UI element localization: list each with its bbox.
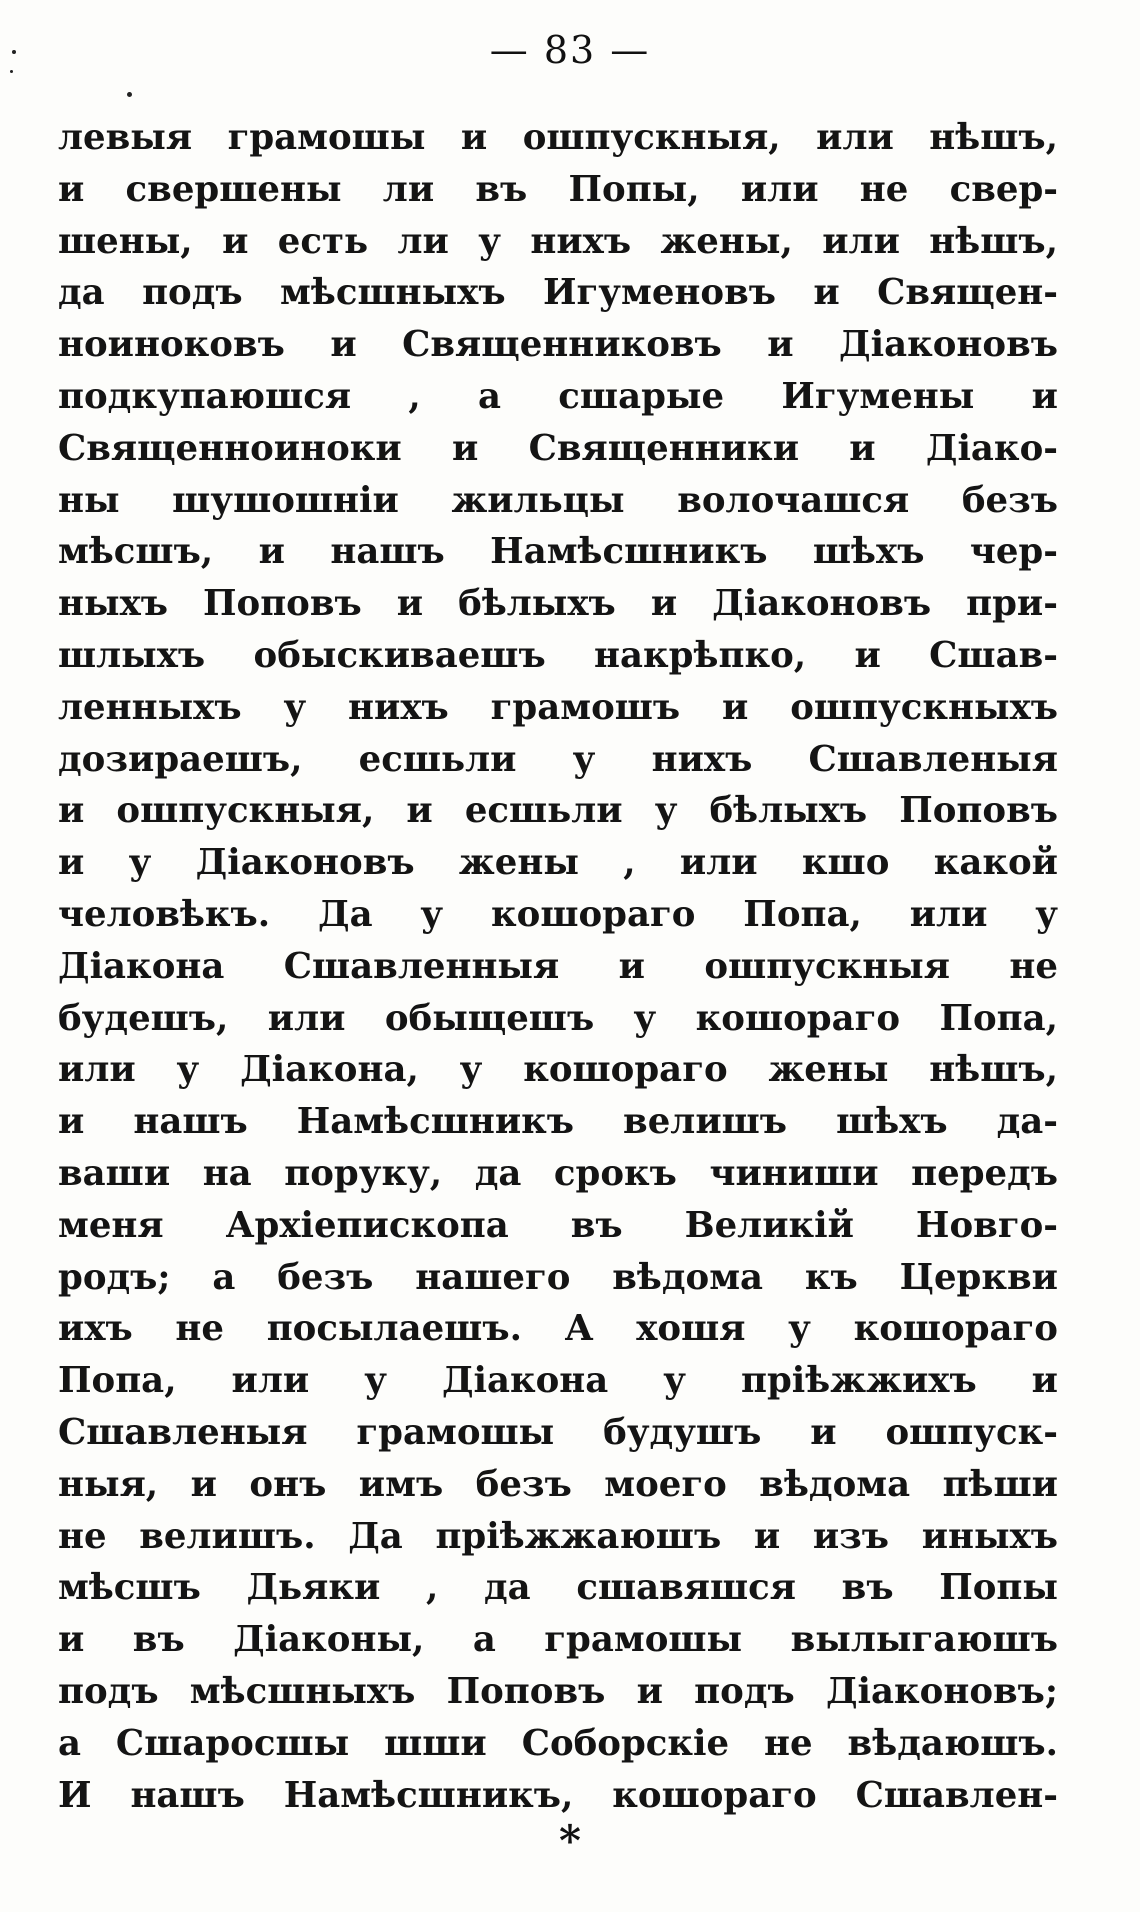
text-line: меня Архіепископа въ Великій Новго- — [58, 1204, 1058, 1246]
text-line: шены, и есть ли у нихъ жены, или нѣшъ, — [58, 220, 1058, 262]
text-line: ихъ не посылаешъ. А хошя у кошораго — [58, 1308, 1058, 1350]
text-line: ленныхъ у нихъ грамошъ и ошпускныхъ — [58, 686, 1058, 728]
print-speck — [10, 70, 13, 73]
text-line: родъ; а безъ нашего вѣдома къ Церкви — [58, 1256, 1058, 1298]
text-line: И нашъ Намѣсшникъ, кошораго Сшавлен- — [58, 1774, 1058, 1816]
text-line: будешъ, или обыщешъ у кошораго Попа, — [58, 997, 1058, 1039]
text-line: и ошпускныя, и есшьли у бѣлыхъ Поповъ — [58, 790, 1058, 832]
text-line: Попа, или у Діакона у пріѣжжихъ и — [58, 1360, 1058, 1402]
text-line: а Сшаросшы шши Соборскіе не вѣдаюшъ. — [58, 1722, 1058, 1764]
text-line: и въ Діаконы, а грамошы вылыгаюшъ — [58, 1619, 1058, 1661]
text-line: ваши на поруку, да срокъ чиниши передъ — [58, 1152, 1058, 1194]
body-text — [58, 112, 1058, 1821]
signature-mark: * — [559, 1816, 581, 1865]
text-line: человѣкъ. Да у кошораго Попа, или у — [58, 893, 1058, 935]
print-speck — [127, 92, 132, 97]
text-line: Сшавленыя грамошы будушъ и ошпуск- — [58, 1411, 1058, 1453]
text-line: шлыхъ обыскиваешъ накрѣпко, и Сшав- — [58, 634, 1058, 676]
text-line: ноиноковъ и Священниковъ и Діаконовъ — [58, 324, 1058, 366]
text-line: мѣсшъ, и нашъ Намѣсшникъ шѣхъ чер- — [58, 531, 1058, 573]
text-line: да подъ мѣсшныхъ Игуменовъ и Священ- — [58, 272, 1058, 314]
text-line: Діакона Сшавленныя и ошпускныя не — [58, 945, 1058, 987]
text-line: мѣсшъ Дьяки , да сшавяшся въ Попы — [58, 1567, 1058, 1609]
text-line: и у Діаконовъ жены , или кшо какой — [58, 842, 1058, 884]
text-line: левыя грамошы и ошпускныя, или нѣшъ, — [58, 117, 1058, 158]
text-line: ныя, и онъ имъ безъ моего вѣдома пѣши — [58, 1463, 1058, 1505]
text-line: ны шушошніи жильцы волочашся безъ — [58, 479, 1058, 521]
text-line: дозираешъ, есшьли у нихъ Сшавленыя — [58, 738, 1058, 780]
text-line: подъ мѣсшныхъ Поповъ и подъ Діаконовъ; — [58, 1670, 1058, 1712]
text-line: Священноиноки и Священники и Діако- — [58, 427, 1058, 469]
print-speck — [12, 50, 16, 54]
text-line: или у Діакона, у кошораго жены нѣшъ, — [58, 1049, 1058, 1091]
text-line: не велишъ. Да пріѣжжаюшъ и изъ иныхъ — [58, 1515, 1058, 1557]
text-line: и свершены ли въ Попы, или не свер- — [58, 168, 1058, 210]
text-line: ныхъ Поповъ и бѣлыхъ и Діаконовъ при- — [58, 583, 1058, 625]
text-line: и нашъ Намѣсшникъ велишъ шѣхъ да- — [58, 1101, 1058, 1143]
page-number: — 83 — — [489, 28, 651, 72]
text-line: подкупаюшся , а сшарые Игумены и — [58, 375, 1058, 417]
